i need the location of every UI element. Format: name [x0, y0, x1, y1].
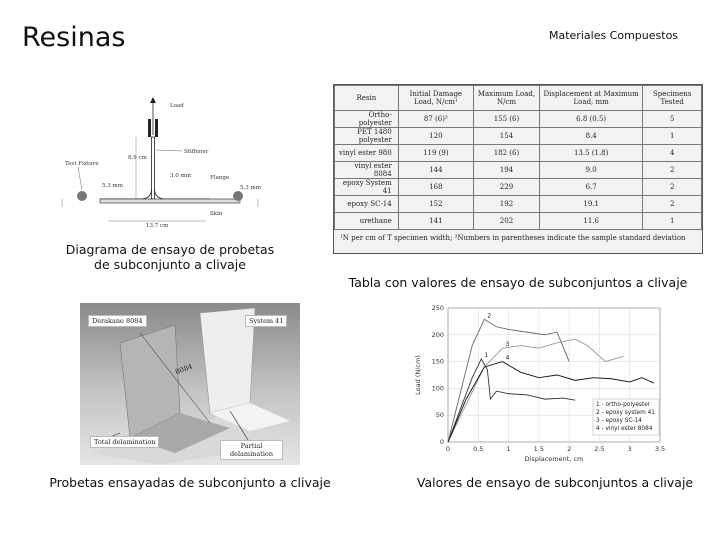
- table-cell: 19.1: [539, 196, 642, 213]
- table-cell: 155 (6): [474, 111, 540, 128]
- table-cell: 9.0: [539, 162, 642, 179]
- specimens-photo: [80, 303, 300, 465]
- series-marker-3: 3: [505, 341, 510, 349]
- slide-title: Resinas: [22, 22, 126, 53]
- label-load: Load: [170, 103, 184, 109]
- photo-caption: Probetas ensayadas de subconjunto a clivaje: [49, 475, 331, 490]
- diagram-caption: [55, 242, 285, 272]
- label-dim-width: 13.7 cm: [146, 223, 169, 229]
- series-marker-4: 4: [505, 354, 510, 362]
- table-footnote: ¹N per cm of T specimen width; ²Numbers in parentheses indicate the sample standard deviation: [340, 234, 686, 242]
- y-tick-label: 150: [431, 357, 444, 366]
- table-cell: 182 (6): [474, 145, 540, 162]
- skin: [100, 199, 240, 203]
- table-cell-resin: Ortho-polyester: [335, 111, 399, 128]
- series-marker-2: 2: [487, 312, 492, 320]
- col-header-resin: Resin: [335, 86, 399, 111]
- resin-results-table: [333, 84, 703, 254]
- series-marker-1: 1: [484, 351, 489, 359]
- x-tick-label: 0: [445, 445, 451, 453]
- x-axis-label: Displacement, cm: [524, 455, 584, 463]
- table-cell: 2: [643, 196, 702, 213]
- label-test-fixture: Test Fixture: [65, 161, 99, 167]
- table-cell-resin: vinyl ester 8084: [335, 162, 399, 179]
- table-cell: 202: [474, 213, 540, 230]
- y-tick-label: 100: [431, 384, 444, 393]
- table-row: [335, 111, 702, 128]
- x-tick-label: 1.5: [533, 445, 545, 453]
- table-cell: 8.4: [539, 128, 642, 145]
- table-cell: 6.7: [539, 179, 642, 196]
- y-tick-label: 0: [439, 438, 444, 446]
- table-cell: 120: [398, 128, 473, 145]
- label-total-delamination: Total delamination: [90, 436, 159, 448]
- table-cell: 144: [398, 162, 473, 179]
- table-cell: 13.5 (1.8): [539, 145, 642, 162]
- table-row: [335, 145, 702, 162]
- table-cell: 119 (9): [398, 145, 473, 162]
- label-dim-height: 8.9 cm: [128, 155, 147, 161]
- flange-left: [100, 189, 152, 199]
- table-cell-resin: urethane: [335, 213, 399, 230]
- legend-entry: 2 - epoxy system 41: [596, 410, 655, 416]
- col-header-displacement: Displacement at Maximum Load, mm: [539, 86, 642, 111]
- col-header-specimens: Specimens Tested: [643, 86, 702, 111]
- test-fixture-right: [233, 191, 243, 201]
- stiffener: [152, 137, 155, 199]
- y-tick-label: 200: [431, 330, 444, 339]
- label-left-sample: Derakane 8084: [88, 315, 147, 327]
- y-tick-label: 250: [431, 304, 444, 312]
- x-tick-label: 1: [506, 445, 511, 453]
- grip-left: [148, 119, 151, 137]
- table-row: [335, 128, 702, 145]
- label-dim-radius-left: 5.3 mm: [102, 183, 123, 189]
- x-tick-label: 2.5: [594, 445, 605, 453]
- table-cell: 87 (6)²: [398, 111, 473, 128]
- label-skin: Skin: [210, 211, 223, 217]
- slide-subject: Materiales Compuestos: [549, 29, 679, 42]
- results-table: [334, 85, 702, 230]
- table-cell: 192: [474, 196, 540, 213]
- grip-right: [155, 119, 158, 137]
- table-cell: 152: [398, 196, 473, 213]
- table-cell: 2: [643, 162, 702, 179]
- load-displacement-chart: [410, 302, 670, 470]
- table-row: [335, 179, 702, 196]
- x-tick-label: 0.5: [473, 445, 484, 453]
- specimen-stamp: 8084: [174, 362, 194, 377]
- label-partial-delamination: Partial delamination: [220, 440, 283, 460]
- table-cell: 229: [474, 179, 540, 196]
- table-cell-resin: epoxy SC-14: [335, 196, 399, 213]
- table-cell: 6.8 (0.5): [539, 111, 642, 128]
- table-cell: 1: [643, 128, 702, 145]
- legend-entry: 3 - epoxy SC-14: [596, 418, 642, 424]
- x-tick-label: 3: [627, 445, 632, 453]
- label-right-sample: System 41: [245, 315, 287, 327]
- col-header-max-load: Maximum Load, N/cm: [474, 86, 540, 111]
- diagram-caption-line2: de subconjunto a clivaje: [94, 257, 246, 272]
- table-cell: 154: [474, 128, 540, 145]
- label-dim-radius-right: 5.3 mm: [240, 185, 261, 191]
- legend-entry: 1 - ortho-polyester: [596, 402, 651, 408]
- x-tick-label: 2: [567, 445, 572, 453]
- table-cell: 1: [643, 213, 702, 230]
- table-cell: 168: [398, 179, 473, 196]
- label-flange: Flange: [210, 175, 230, 181]
- table-cell: 4: [643, 145, 702, 162]
- table-cell: 141: [398, 213, 473, 230]
- test-fixture-left: [77, 191, 87, 201]
- table-row: [335, 213, 702, 230]
- table-cell: 5: [643, 111, 702, 128]
- table-row: [335, 196, 702, 213]
- table-row: [335, 162, 702, 179]
- y-axis-label: Load (N/cm): [414, 355, 422, 395]
- diagram-caption-line1: Diagrama de ensayo de probetas: [65, 242, 275, 257]
- chart-caption: Valores de ensayo de subconjuntos a clivaje: [416, 475, 694, 490]
- table-cell: 11.6: [539, 213, 642, 230]
- legend-entry: 4 - vinyl ester 8084: [596, 426, 653, 432]
- col-header-initial-damage: Initial Damage Load, N/cm¹: [398, 86, 473, 111]
- flange-right: [155, 189, 211, 199]
- table-cell-resin: epoxy System 41: [335, 179, 399, 196]
- x-tick-label: 3.5: [654, 445, 666, 453]
- table-header-row: [335, 86, 702, 111]
- label-stiffener: Stiffener: [184, 149, 209, 155]
- table-cell-resin: vinyl ester 980: [335, 145, 399, 162]
- cleavage-test-diagram: [60, 95, 330, 235]
- table-cell-resin: PET 1480 polyester: [335, 128, 399, 145]
- y-tick-label: 50: [435, 411, 444, 420]
- table-caption: Tabla con valores de ensayo de subconjuntos a clivaje: [348, 275, 688, 290]
- load-arrow-head: [150, 97, 156, 103]
- table-cell: 194: [474, 162, 540, 179]
- table-cell: 2: [643, 179, 702, 196]
- label-dim-flange: 3.0 mm: [170, 173, 191, 179]
